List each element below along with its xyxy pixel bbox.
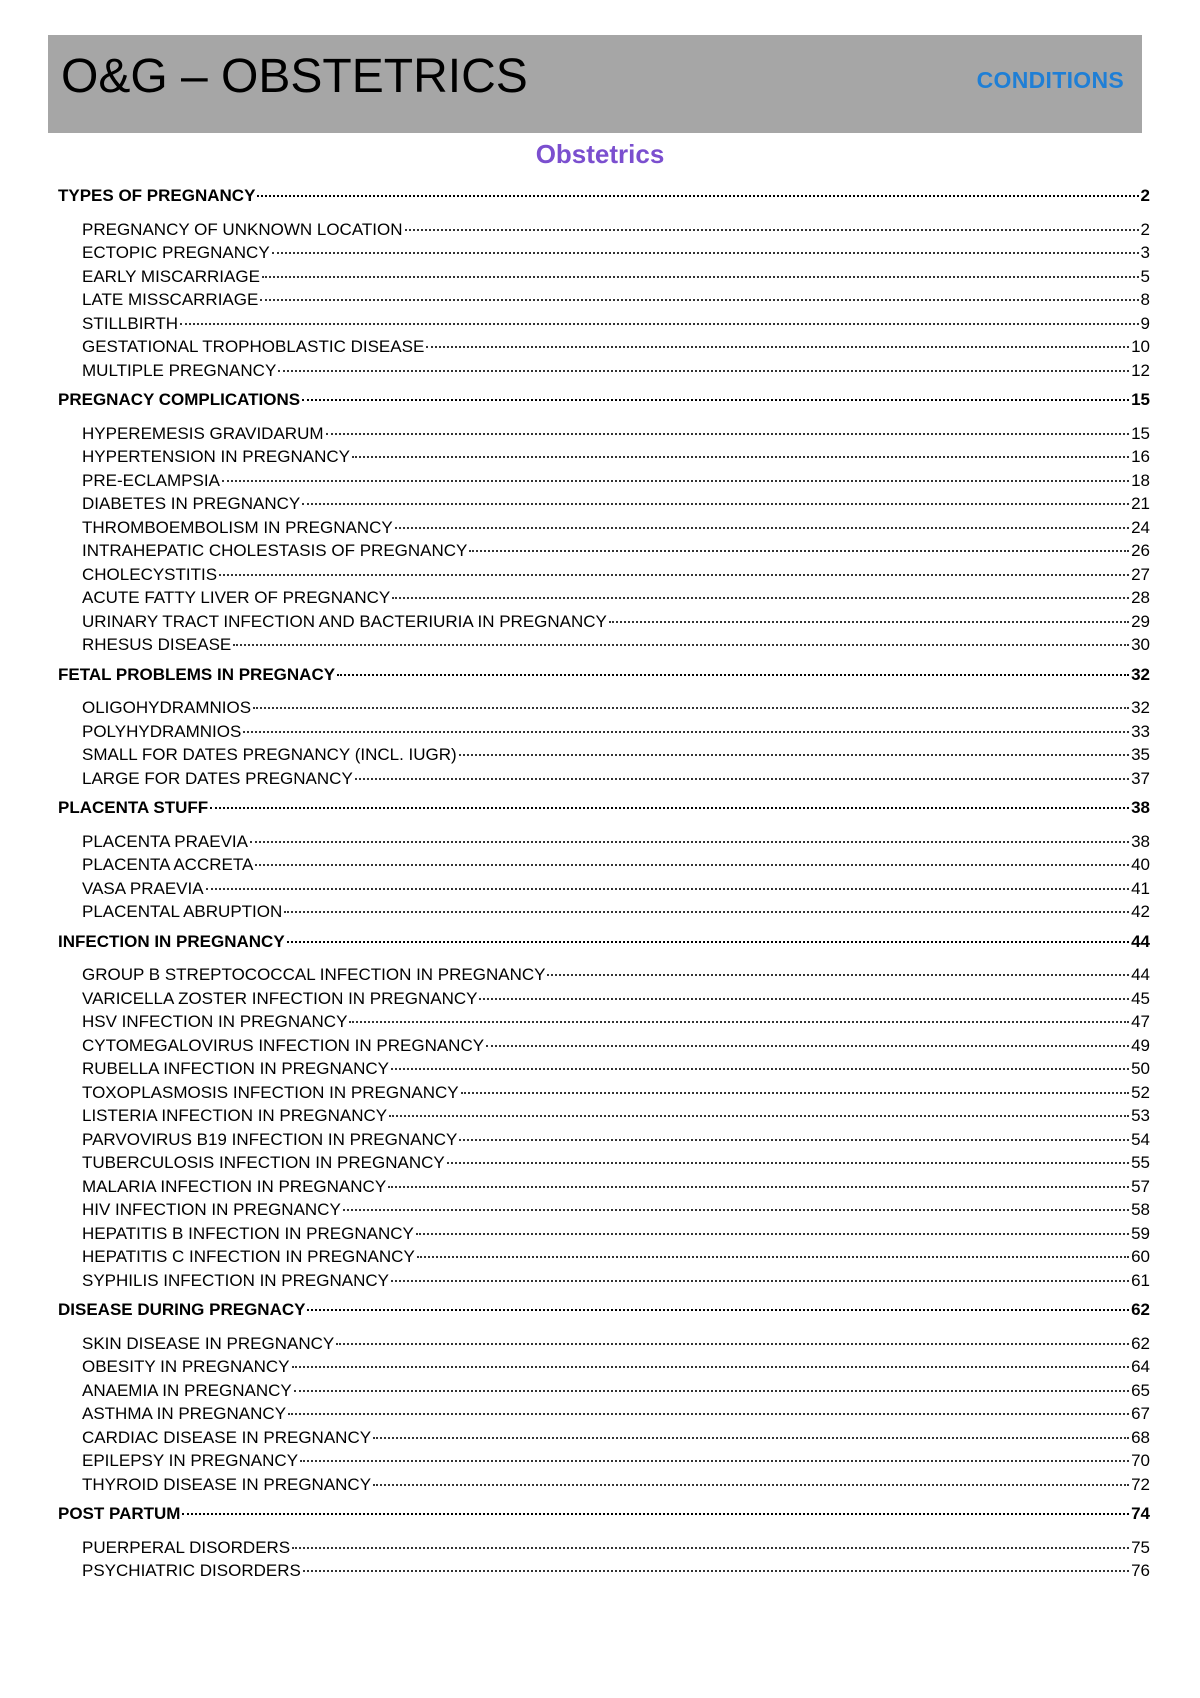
toc-entry-label: EPILEPSY IN PREGNANCY xyxy=(82,1451,299,1470)
dot-leader xyxy=(287,941,1129,943)
toc-entry[interactable] xyxy=(58,469,1150,493)
toc-entry-page: 18 xyxy=(1131,470,1150,490)
toc-entry[interactable] xyxy=(58,830,1150,854)
toc-heading-label: TYPES OF PREGNANCY xyxy=(58,186,256,205)
toc-entry[interactable] xyxy=(58,288,1150,312)
toc-entry-page: 55 xyxy=(1131,1153,1150,1172)
toc-entry[interactable] xyxy=(58,1010,1150,1034)
toc-entry-page: 16 xyxy=(1131,447,1150,466)
toc-entry-page: 8 xyxy=(1140,290,1150,309)
toc-entry-page: 29 xyxy=(1131,611,1150,631)
toc-heading-label: PREGNACY COMPLICATIONS xyxy=(58,390,301,409)
toc-entry[interactable] xyxy=(58,492,1150,516)
toc-heading-label: PLACENTA STUFF xyxy=(58,798,209,817)
toc-entry-label: GESTATIONAL TROPHOBLASTIC DISEASE xyxy=(82,337,425,356)
dot-leader xyxy=(336,1343,1129,1345)
toc-entry[interactable] xyxy=(58,445,1150,469)
dot-leader xyxy=(262,276,1139,278)
dot-leader xyxy=(326,433,1130,435)
toc-entry[interactable] xyxy=(58,1536,1150,1560)
toc-entry[interactable] xyxy=(58,1104,1150,1128)
toc-entry-page: 30 xyxy=(1131,635,1150,654)
toc-section xyxy=(58,388,1150,657)
toc-entry-page: 59 xyxy=(1131,1223,1150,1243)
toc-entry[interactable] xyxy=(58,516,1150,540)
toc-entry-label: PLACENTA ACCRETA xyxy=(82,855,254,874)
toc-entry[interactable] xyxy=(58,1222,1150,1246)
toc-heading[interactable] xyxy=(58,930,1150,954)
toc-section xyxy=(58,796,1150,924)
toc-entry[interactable] xyxy=(58,900,1150,924)
toc-section xyxy=(58,1298,1150,1496)
dot-leader xyxy=(447,1162,1129,1164)
toc-entry-label: CARDIAC DISEASE IN PREGNANCY xyxy=(82,1427,372,1447)
toc-heading-page: 38 xyxy=(1131,798,1150,817)
toc-entry-page: 40 xyxy=(1131,855,1150,874)
toc-entry-page: 33 xyxy=(1131,721,1150,741)
dot-leader xyxy=(253,707,1129,709)
toc-entry-label: HYPEREMESIS GRAVIDARUM xyxy=(82,423,324,443)
table-of-contents xyxy=(58,184,1150,1589)
toc-entry-page: 42 xyxy=(1131,902,1150,921)
toc-entry-page: 70 xyxy=(1131,1451,1150,1470)
toc-heading-page: 2 xyxy=(1140,186,1150,205)
dot-leader xyxy=(219,574,1129,576)
toc-entry-page: 24 xyxy=(1131,517,1150,537)
toc-entry[interactable] xyxy=(58,422,1150,446)
toc-entry-label: ASTHMA IN PREGNANCY xyxy=(82,1404,287,1423)
toc-entry-label: POLYHYDRAMNIOS xyxy=(82,721,242,741)
toc-entry-label: PREGNANCY OF UNKNOWN LOCATION xyxy=(82,219,403,239)
toc-entry-page: 62 xyxy=(1131,1333,1150,1353)
toc-entry[interactable] xyxy=(58,767,1150,791)
toc-heading-label: POST PARTUM xyxy=(58,1504,181,1523)
dot-leader xyxy=(284,911,1129,913)
toc-entry[interactable] xyxy=(58,1034,1150,1058)
dot-leader xyxy=(349,1021,1129,1023)
dot-leader xyxy=(292,1366,1130,1368)
toc-entry-label: GROUP B STREPTOCOCCAL INFECTION IN PREGNANCY xyxy=(82,965,546,984)
toc-entry[interactable] xyxy=(58,241,1150,265)
dot-leader xyxy=(257,195,1138,197)
toc-entry[interactable] xyxy=(58,610,1150,634)
toc-section xyxy=(58,930,1150,1293)
toc-entry-label: THYROID DISEASE IN PREGNANCY xyxy=(82,1474,372,1494)
toc-entry-label: CYTOMEGALOVIRUS INFECTION IN PREGNANCY xyxy=(82,1035,485,1055)
toc-entry[interactable] xyxy=(58,586,1150,610)
toc-entry[interactable] xyxy=(58,1379,1150,1403)
toc-entry-label: LARGE FOR DATES PREGNANCY xyxy=(82,768,353,788)
toc-entry[interactable] xyxy=(58,265,1150,289)
toc-entry-label: PRE-ECLAMPSIA xyxy=(82,470,220,490)
toc-entry-label: OLIGOHYDRAMNIOS xyxy=(82,698,252,717)
toc-entry[interactable] xyxy=(58,1473,1150,1497)
dot-leader xyxy=(391,1068,1129,1070)
toc-entry-label: ACUTE FATTY LIVER OF PREGNANCY xyxy=(82,588,391,607)
toc-heading-label: FETAL PROBLEMS IN PREGNACY xyxy=(58,664,336,684)
document-title: O&G – OBSTETRICS xyxy=(61,50,528,103)
dot-leader xyxy=(352,456,1129,458)
toc-entry[interactable] xyxy=(58,1402,1150,1426)
dot-leader xyxy=(547,974,1129,976)
toc-heading-label: DISEASE DURING PREGNACY xyxy=(58,1300,306,1319)
toc-entry[interactable] xyxy=(58,1057,1150,1081)
toc-section xyxy=(58,1502,1150,1583)
toc-entry-page: 38 xyxy=(1131,831,1150,851)
toc-entry-page: 15 xyxy=(1131,423,1150,443)
dot-leader xyxy=(373,1437,1129,1439)
dot-leader xyxy=(388,1186,1129,1188)
toc-entry-label: TOXOPLASMOSIS INFECTION IN PREGNANCY xyxy=(82,1082,459,1102)
toc-entry[interactable] xyxy=(58,743,1150,767)
toc-entry-label: HIV INFECTION IN PREGNANCY xyxy=(82,1200,341,1219)
toc-entry-label: HEPATITIS C INFECTION IN PREGNANCY xyxy=(82,1247,415,1266)
toc-entry-page: 57 xyxy=(1131,1176,1150,1196)
toc-heading-page: 74 xyxy=(1131,1504,1150,1523)
toc-entry[interactable] xyxy=(58,1559,1150,1583)
dot-leader xyxy=(486,1045,1129,1047)
toc-entry-label: CHOLECYSTITIS xyxy=(82,564,218,584)
toc-entry-label: ANAEMIA IN PREGNANCY xyxy=(82,1380,292,1400)
toc-heading-page: 32 xyxy=(1131,664,1150,684)
toc-entry-page: 53 xyxy=(1131,1106,1150,1125)
dot-leader xyxy=(278,370,1129,372)
toc-entry-page: 67 xyxy=(1131,1404,1150,1423)
dot-leader xyxy=(243,731,1129,733)
toc-entry-page: 35 xyxy=(1131,745,1150,764)
dot-leader xyxy=(337,674,1129,676)
toc-entry-label: SYPHILIS INFECTION IN PREGNANCY xyxy=(82,1270,389,1290)
toc-entry[interactable] xyxy=(58,1151,1150,1175)
toc-heading[interactable] xyxy=(58,1502,1150,1526)
toc-entry-label: RHESUS DISEASE xyxy=(82,635,232,654)
dot-leader xyxy=(233,644,1129,646)
dot-leader xyxy=(416,1233,1129,1235)
toc-entry-label: VASA PRAEVIA xyxy=(82,878,204,898)
toc-entry-label: SMALL FOR DATES PREGNANCY (INCL. IUGR) xyxy=(82,745,457,764)
toc-entry[interactable] xyxy=(58,563,1150,587)
toc-entry[interactable] xyxy=(58,1198,1150,1222)
toc-entry-page: 44 xyxy=(1131,965,1150,984)
toc-entry-label: PLACENTAL ABRUPTION xyxy=(82,902,283,921)
dot-leader xyxy=(294,1390,1129,1392)
toc-heading[interactable] xyxy=(58,796,1150,820)
dot-leader xyxy=(302,503,1129,505)
dot-leader xyxy=(180,323,1138,325)
toc-entry[interactable] xyxy=(58,877,1150,901)
toc-heading[interactable] xyxy=(58,663,1150,687)
toc-heading-page: 15 xyxy=(1131,390,1150,409)
toc-entry-label: RUBELLA INFECTION IN PREGNANCY xyxy=(82,1059,390,1078)
toc-entry-page: 52 xyxy=(1131,1082,1150,1102)
dot-leader xyxy=(288,1413,1129,1415)
dot-leader xyxy=(210,807,1129,809)
toc-entry-page: 47 xyxy=(1131,1012,1150,1031)
toc-entry[interactable] xyxy=(58,1269,1150,1293)
dot-leader xyxy=(609,621,1129,623)
toc-entry-page: 64 xyxy=(1131,1357,1150,1376)
dot-leader xyxy=(459,1139,1129,1141)
toc-entry-label: URINARY TRACT INFECTION AND BACTERIURIA IN PREGNANCY xyxy=(82,611,607,631)
toc-entry[interactable] xyxy=(58,1128,1150,1152)
dot-leader xyxy=(260,299,1138,301)
toc-entry-page: 37 xyxy=(1131,768,1150,788)
dot-leader xyxy=(469,550,1129,552)
toc-heading-label: INFECTION IN PREGNANCY xyxy=(58,931,285,951)
dot-leader xyxy=(250,841,1129,843)
dot-leader xyxy=(300,1460,1129,1462)
toc-entry-label: LISTERIA INFECTION IN PREGNANCY xyxy=(82,1106,388,1125)
toc-heading-page: 44 xyxy=(1131,931,1150,951)
toc-entry-label: HSV INFECTION IN PREGNANCY xyxy=(82,1012,348,1031)
toc-entry[interactable] xyxy=(58,1081,1150,1105)
toc-entry-label: PUERPERAL DISORDERS xyxy=(82,1537,291,1557)
dot-leader xyxy=(417,1256,1129,1258)
toc-entry-page: 65 xyxy=(1131,1380,1150,1400)
dot-leader xyxy=(222,480,1129,482)
toc-entry-page: 58 xyxy=(1131,1200,1150,1219)
toc-entry-label: SKIN DISEASE IN PREGNANCY xyxy=(82,1333,335,1353)
dot-leader xyxy=(459,754,1129,756)
toc-entry-label: INTRAHEPATIC CHOLESTASIS OF PREGNANCY xyxy=(82,541,468,560)
toc-entry-page: 75 xyxy=(1131,1537,1150,1557)
toc-entry-page: 28 xyxy=(1131,588,1150,607)
toc-entry-page: 5 xyxy=(1140,266,1150,286)
toc-entry-page: 10 xyxy=(1131,337,1150,356)
dot-leader xyxy=(405,229,1139,231)
toc-entry[interactable] xyxy=(58,633,1150,657)
toc-entry[interactable] xyxy=(58,696,1150,720)
toc-entry-label: PSYCHIATRIC DISORDERS xyxy=(82,1561,301,1580)
dot-leader xyxy=(389,1115,1129,1117)
toc-entry-label: EARLY MISCARRIAGE xyxy=(82,266,260,286)
toc-section xyxy=(58,663,1150,791)
toc-entry-label: THROMBOEMBOLISM IN PREGNANCY xyxy=(82,517,393,537)
dot-leader xyxy=(303,1570,1129,1572)
toc-entry[interactable] xyxy=(58,312,1150,336)
toc-section xyxy=(58,184,1150,382)
toc-entry-page: 26 xyxy=(1131,541,1150,560)
toc-entry[interactable] xyxy=(58,1175,1150,1199)
dot-leader xyxy=(355,778,1129,780)
toc-entry-label: PARVOVIRUS B19 INFECTION IN PREGNANCY xyxy=(82,1129,458,1149)
dot-leader xyxy=(392,597,1129,599)
toc-entry-page: 27 xyxy=(1131,564,1150,584)
toc-entry-page: 50 xyxy=(1131,1059,1150,1078)
toc-entry-label: ECTOPIC PREGNANCY xyxy=(82,243,270,262)
toc-entry-page: 12 xyxy=(1131,360,1150,380)
toc-entry-label: MULTIPLE PREGNANCY xyxy=(82,360,277,380)
toc-entry-label: STILLBIRTH xyxy=(82,313,179,333)
toc-entry-label: DIABETES IN PREGNANCY xyxy=(82,494,301,513)
toc-entry-label: MALARIA INFECTION IN PREGNANCY xyxy=(82,1176,387,1196)
toc-heading[interactable] xyxy=(58,388,1150,412)
toc-entry-page: 41 xyxy=(1131,878,1150,898)
toc-entry[interactable] xyxy=(58,720,1150,744)
toc-entry[interactable] xyxy=(58,539,1150,563)
toc-entry-page: 60 xyxy=(1131,1247,1150,1266)
toc-heading-page: 62 xyxy=(1131,1300,1150,1319)
dot-leader xyxy=(479,998,1129,1000)
toc-heading[interactable] xyxy=(58,184,1150,208)
dot-leader xyxy=(391,1280,1129,1282)
toc-entry[interactable] xyxy=(58,1426,1150,1450)
toc-entry-page: 9 xyxy=(1140,313,1150,333)
toc-entry[interactable] xyxy=(58,1245,1150,1269)
toc-heading[interactable] xyxy=(58,1298,1150,1322)
toc-entry[interactable] xyxy=(58,963,1150,987)
toc-entry-page: 21 xyxy=(1131,494,1150,513)
toc-entry[interactable] xyxy=(58,335,1150,359)
dot-leader xyxy=(395,527,1129,529)
toc-entry-page: 54 xyxy=(1131,1129,1150,1149)
dot-leader xyxy=(302,399,1129,401)
toc-entry[interactable] xyxy=(58,1449,1150,1473)
toc-entry-page: 32 xyxy=(1131,698,1150,717)
toc-entry-label: PLACENTA PRAEVIA xyxy=(82,831,248,851)
toc-entry[interactable] xyxy=(58,1355,1150,1379)
toc-entry-page: 45 xyxy=(1131,988,1150,1008)
toc-entry-page: 76 xyxy=(1131,1561,1150,1580)
dot-leader xyxy=(206,888,1130,890)
category-tag: CONDITIONS xyxy=(976,67,1124,93)
toc-entry-label: OBESITY IN PREGNANCY xyxy=(82,1357,290,1376)
toc-entry[interactable] xyxy=(58,1332,1150,1356)
dot-leader xyxy=(255,864,1129,866)
header-banner xyxy=(48,35,1142,133)
toc-entry-label: VARICELLA ZOSTER INFECTION IN PREGNANCY xyxy=(82,988,478,1008)
toc-entry-page: 2 xyxy=(1140,219,1150,239)
toc-entry-label: TUBERCULOSIS INFECTION IN PREGNANCY xyxy=(82,1153,445,1172)
toc-entry[interactable] xyxy=(58,987,1150,1011)
toc-entry-page: 3 xyxy=(1140,243,1150,262)
toc-entry-page: 61 xyxy=(1131,1270,1150,1290)
toc-entry-label: HYPERTENSION IN PREGNANCY xyxy=(82,447,350,466)
toc-entry[interactable] xyxy=(58,218,1150,242)
dot-leader xyxy=(182,1513,1129,1515)
dot-leader xyxy=(461,1092,1129,1094)
toc-entry-page: 68 xyxy=(1131,1427,1150,1447)
dot-leader xyxy=(307,1309,1129,1311)
toc-entry-page: 49 xyxy=(1131,1035,1150,1055)
toc-entry-label: HEPATITIS B INFECTION IN PREGNANCY xyxy=(82,1223,414,1243)
toc-entry[interactable] xyxy=(58,359,1150,383)
toc-entry-label: LATE MISSCARRIAGE xyxy=(82,290,259,309)
dot-leader xyxy=(373,1484,1129,1486)
dot-leader xyxy=(426,346,1129,348)
dot-leader xyxy=(343,1209,1129,1211)
dot-leader xyxy=(272,252,1139,254)
toc-entry-page: 72 xyxy=(1131,1474,1150,1494)
section-title: Obstetrics xyxy=(535,139,665,169)
dot-leader xyxy=(292,1547,1129,1549)
toc-entry[interactable] xyxy=(58,853,1150,877)
